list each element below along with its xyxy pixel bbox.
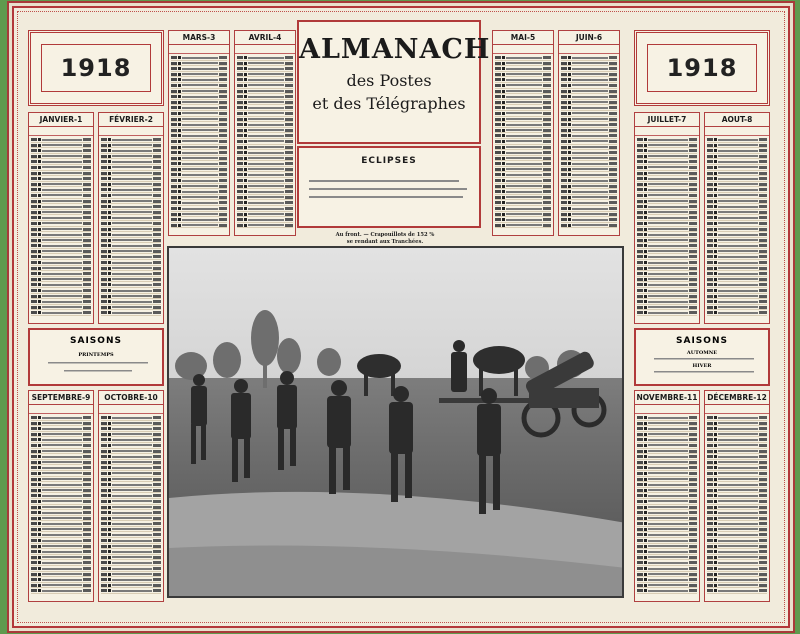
month-juin-title: JUIN-6 bbox=[559, 31, 619, 45]
day-row bbox=[31, 310, 91, 316]
year-right: 1918 bbox=[647, 44, 756, 92]
month-janvier bbox=[28, 112, 94, 324]
month-novembre-days bbox=[635, 414, 699, 595]
saisons-box-left bbox=[28, 328, 164, 386]
month-fevrier-subheading bbox=[99, 127, 163, 136]
day-row bbox=[707, 588, 767, 594]
month-aout-subheading bbox=[705, 127, 769, 136]
eclipses-heading: ECLIPSES bbox=[361, 156, 417, 166]
photo-scene bbox=[169, 248, 624, 598]
year-left: 1918 bbox=[41, 44, 150, 92]
month-septembre bbox=[28, 390, 94, 602]
month-septembre-days bbox=[29, 414, 93, 595]
month-mai-title: MAI-5 bbox=[493, 31, 553, 45]
month-mars-subheading bbox=[169, 45, 229, 54]
month-septembre-title: SEPTEMBRE-9 bbox=[29, 391, 93, 405]
month-juillet bbox=[634, 112, 700, 324]
month-juin bbox=[558, 30, 620, 236]
day-row bbox=[31, 588, 91, 594]
day-row bbox=[237, 223, 293, 229]
day-row bbox=[495, 223, 551, 229]
day-row bbox=[101, 310, 161, 316]
month-fevrier bbox=[98, 112, 164, 324]
year-box-left bbox=[28, 30, 164, 106]
month-mai bbox=[492, 30, 554, 236]
month-janvier-days bbox=[29, 136, 93, 317]
month-juillet-title: JUILLET-7 bbox=[635, 113, 699, 127]
month-octobre-title: OCTOBRE-10 bbox=[99, 391, 163, 405]
saisons-box-right bbox=[634, 328, 770, 386]
month-juin-subheading bbox=[559, 45, 619, 54]
month-decembre-title: DÉCEMBRE-12 bbox=[705, 391, 769, 405]
month-juin-days bbox=[559, 54, 619, 229]
month-aout-title: AOUT-8 bbox=[705, 113, 769, 127]
month-janvier-title: JANVIER-1 bbox=[29, 113, 93, 127]
month-novembre bbox=[634, 390, 700, 602]
war-photograph bbox=[167, 246, 624, 598]
day-row bbox=[637, 588, 697, 594]
photo-caption-line-1: Au front. — Crapouillots de 152 % bbox=[335, 232, 435, 238]
month-avril bbox=[234, 30, 296, 236]
month-fevrier-title: FÉVRIER-2 bbox=[99, 113, 163, 127]
saisons-heading-right: SAISONS bbox=[676, 336, 728, 346]
month-decembre-days bbox=[705, 414, 769, 595]
eclipses-text-lines bbox=[299, 172, 483, 222]
saisons-automne: AUTOMNE bbox=[686, 350, 718, 356]
saisons-heading-left: SAISONS bbox=[70, 336, 122, 346]
month-novembre-title: NOVEMBRE-11 bbox=[635, 391, 699, 405]
month-mai-subheading bbox=[493, 45, 553, 54]
saisons-printemps: PRINTEMPS bbox=[78, 352, 114, 358]
month-novembre-subheading bbox=[635, 405, 699, 414]
month-juillet-subheading bbox=[635, 127, 699, 136]
title-box bbox=[297, 20, 491, 144]
saisons-left-text-lines bbox=[30, 358, 166, 378]
month-decembre bbox=[704, 390, 770, 602]
month-avril-subheading bbox=[235, 45, 295, 54]
saisons-right-text-line-2 bbox=[636, 369, 772, 375]
month-decembre-subheading bbox=[705, 405, 769, 414]
day-row bbox=[561, 223, 617, 229]
saisons-right-text-line-1 bbox=[636, 356, 772, 362]
day-row bbox=[171, 223, 227, 229]
month-avril-title: AVRIL-4 bbox=[235, 31, 295, 45]
photo-caption bbox=[300, 232, 470, 246]
month-aout-days bbox=[705, 136, 769, 317]
year-box-right bbox=[634, 30, 770, 106]
month-aout bbox=[704, 112, 770, 324]
month-octobre bbox=[98, 390, 164, 602]
month-fevrier-days bbox=[99, 136, 163, 317]
subtitle-line-1: des Postes bbox=[346, 71, 432, 90]
month-octobre-days bbox=[99, 414, 163, 595]
day-row bbox=[707, 310, 767, 316]
month-juillet-days bbox=[635, 136, 699, 317]
subtitle-line-2: et des Télégraphes bbox=[312, 94, 466, 113]
month-avril-days bbox=[235, 54, 295, 229]
month-janvier-subheading bbox=[29, 127, 93, 136]
month-mars bbox=[168, 30, 230, 236]
photo-caption-line-2: se rendant aux Tranchées. bbox=[346, 239, 424, 245]
day-row bbox=[637, 310, 697, 316]
month-octobre-subheading bbox=[99, 405, 163, 414]
almanach-title: ALMANACH bbox=[299, 34, 491, 65]
month-septembre-subheading bbox=[29, 405, 93, 414]
saisons-hiver: HIVER bbox=[692, 363, 712, 369]
day-row bbox=[101, 588, 161, 594]
month-mars-days bbox=[169, 54, 229, 229]
month-mai-days bbox=[493, 54, 553, 229]
eclipses-box bbox=[297, 146, 481, 228]
month-mars-title: MARS-3 bbox=[169, 31, 229, 45]
